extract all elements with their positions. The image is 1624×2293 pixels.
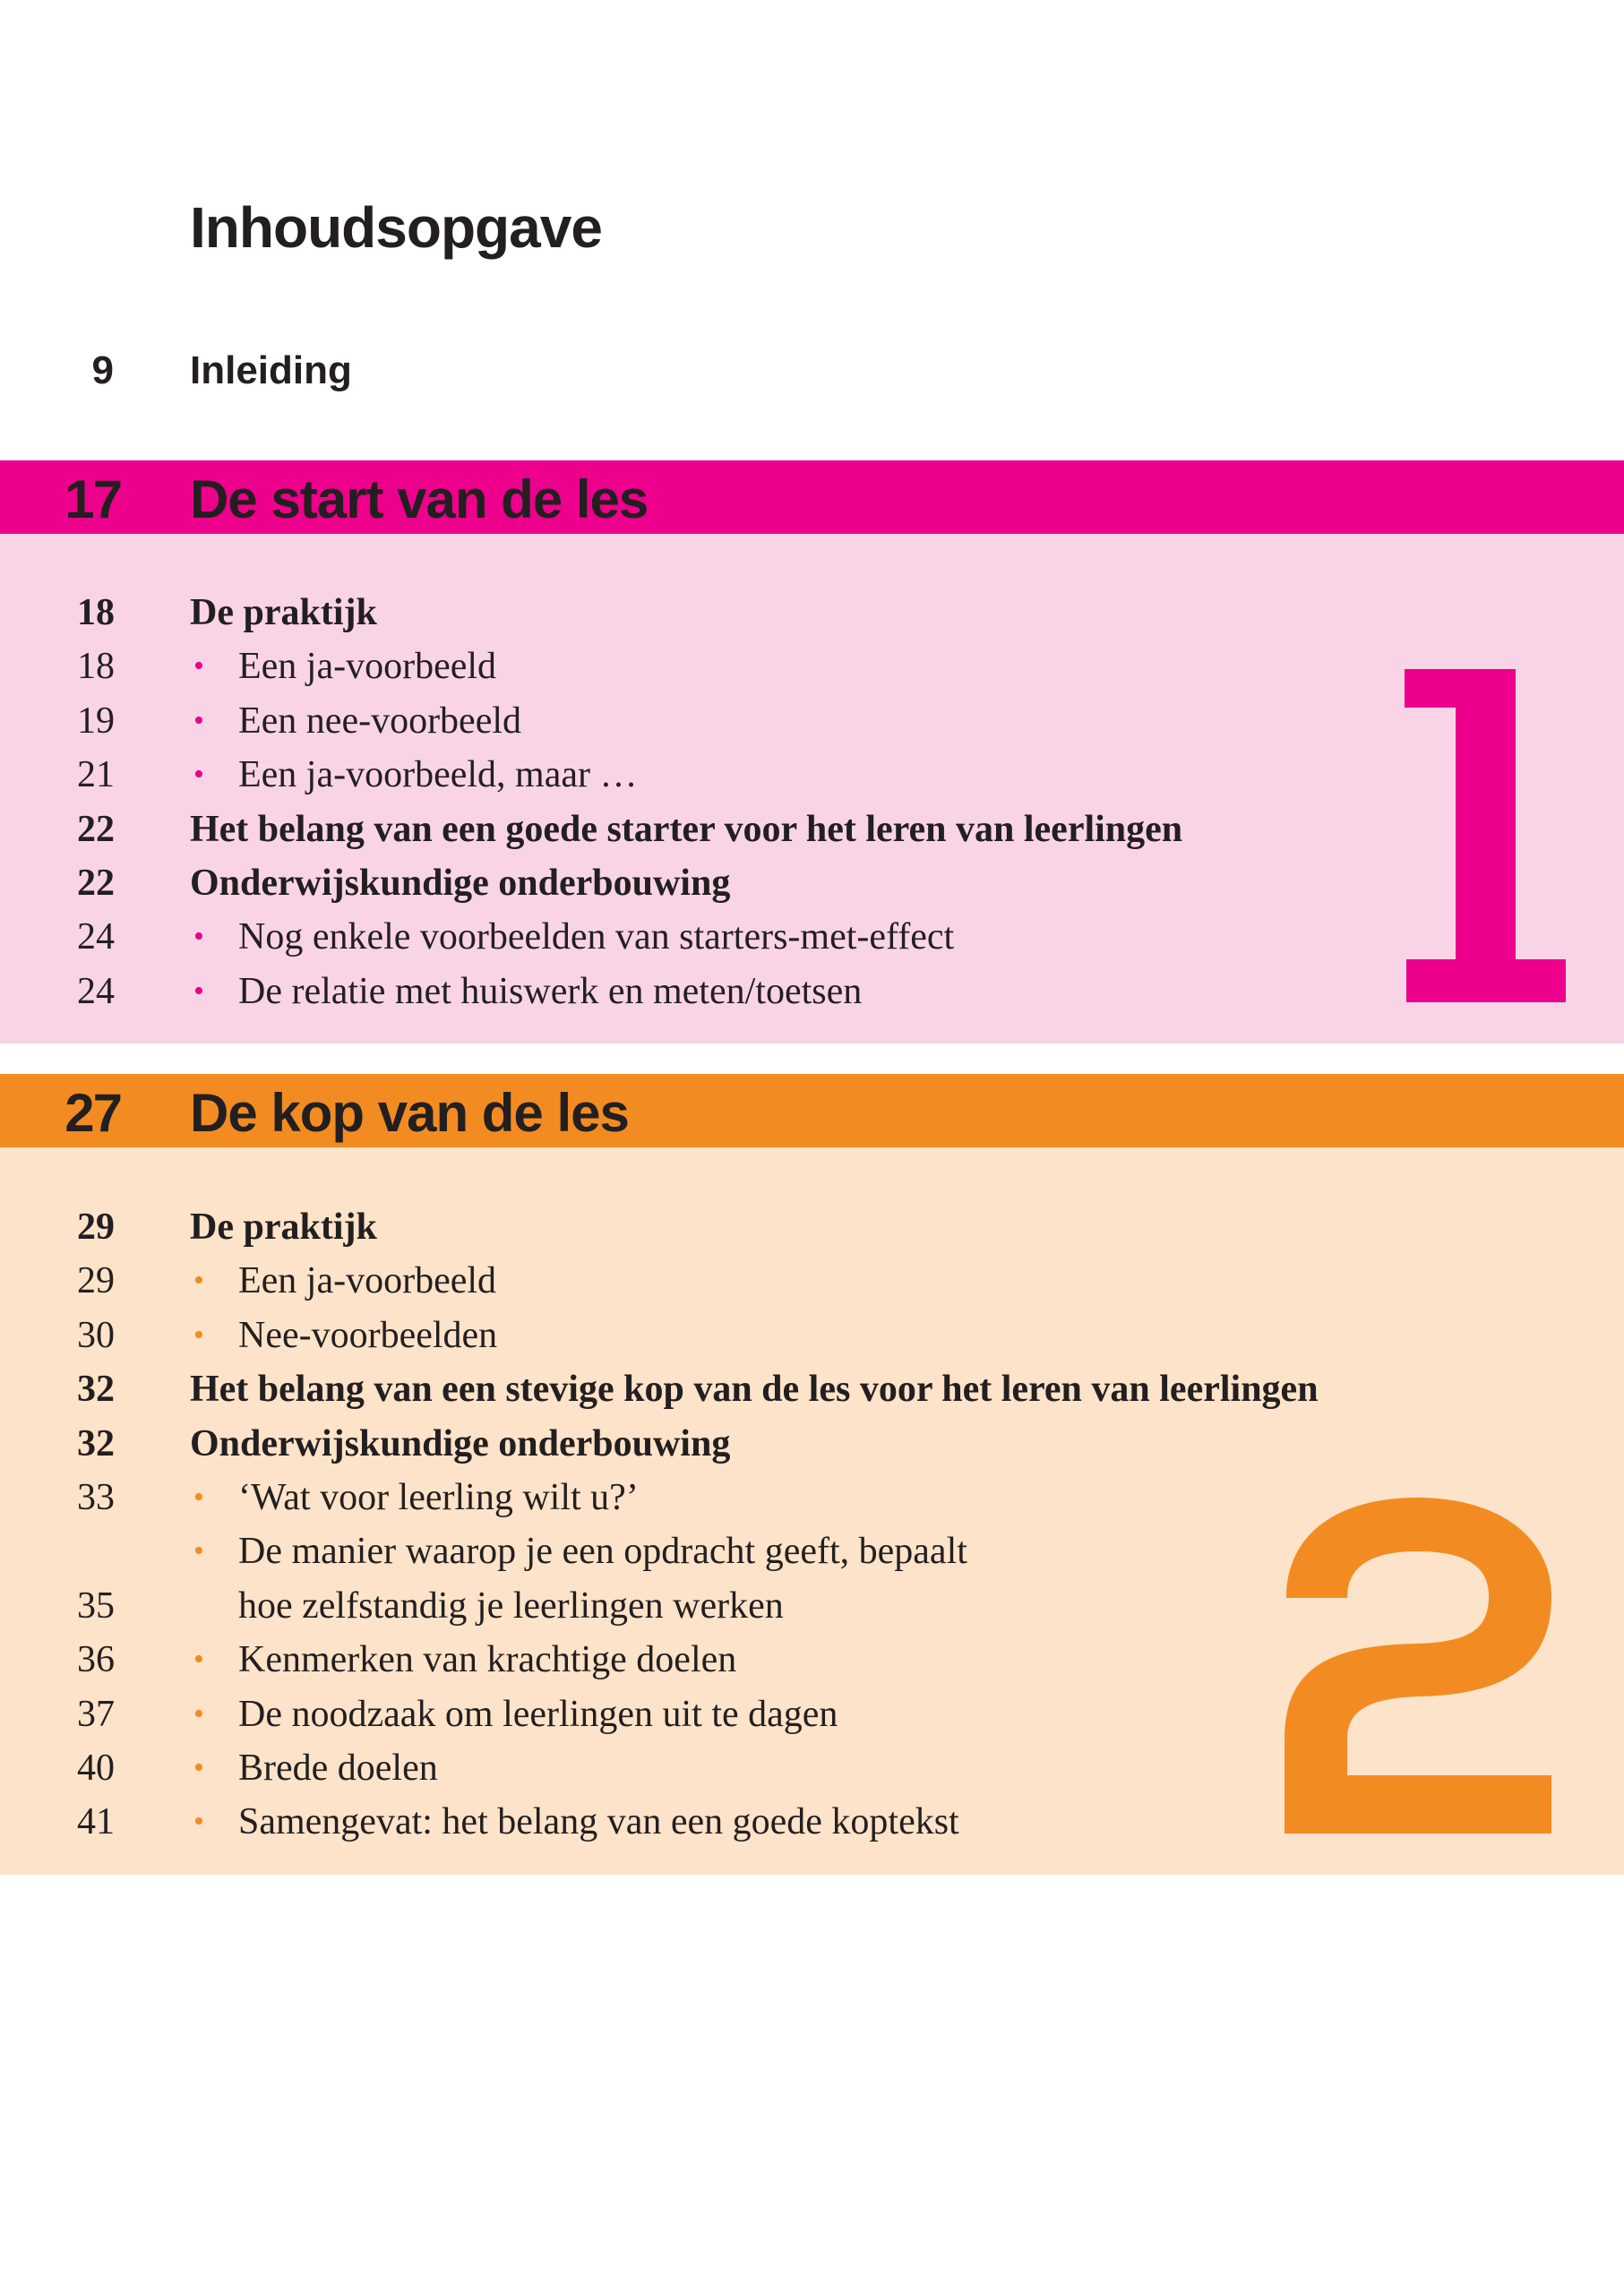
toc-entry[interactable] bbox=[0, 1421, 1624, 1467]
toc-entry[interactable] bbox=[0, 1258, 1624, 1304]
chapter-title: De kop van de les bbox=[190, 1083, 629, 1143]
toc-entry[interactable] bbox=[0, 860, 1624, 906]
toc-entry[interactable] bbox=[0, 1366, 1624, 1413]
toc-entry-label: Kenmerken van krachtige doelen bbox=[238, 1639, 737, 1681]
bullet-icon: • bbox=[193, 1696, 204, 1730]
toc-entry[interactable] bbox=[0, 1636, 1624, 1683]
toc-entry[interactable] bbox=[0, 1204, 1624, 1250]
bullet-icon: • bbox=[193, 758, 204, 792]
toc-entry-label: De praktijk bbox=[190, 592, 377, 633]
toc-entry[interactable] bbox=[0, 698, 1624, 744]
toc-page-number: 24 bbox=[77, 970, 115, 1012]
toc-page-number: 36 bbox=[77, 1639, 115, 1681]
toc-entry[interactable] bbox=[0, 1691, 1624, 1738]
toc-page-number: 22 bbox=[77, 863, 115, 904]
toc-entry[interactable] bbox=[0, 1474, 1624, 1521]
toc-entry-label: Onderwijskundige onderbouwing bbox=[190, 863, 731, 904]
toc-entry-label: Een ja-voorbeeld bbox=[238, 646, 497, 688]
toc-entry-label: Nee-voorbeelden bbox=[238, 1314, 498, 1356]
toc-page-number: 24 bbox=[77, 916, 115, 958]
toc-page-number: 21 bbox=[77, 754, 115, 796]
toc-entry-label: Nog enkele voorbeelden van starters-met-effect bbox=[238, 916, 955, 958]
toc-page-number: 18 bbox=[77, 646, 115, 688]
toc-page-number: 29 bbox=[77, 1207, 115, 1248]
toc-entry[interactable] bbox=[0, 1312, 1624, 1359]
toc-entry-label: Het belang van een stevige kop van de les voor het leren van leerlingen bbox=[190, 1369, 1319, 1411]
toc-page-number: 32 bbox=[77, 1369, 115, 1411]
bullet-icon: • bbox=[193, 1751, 204, 1784]
bullet-icon: • bbox=[193, 649, 204, 683]
bullet-icon: • bbox=[193, 974, 204, 1008]
toc-entry[interactable] bbox=[0, 968, 1624, 1015]
toc-page-number: 22 bbox=[77, 808, 115, 850]
toc-entry-label: Een ja-voorbeeld, maar … bbox=[238, 754, 638, 796]
toc-entry-label: De praktijk bbox=[190, 1207, 377, 1248]
chapter-page-number: 27 bbox=[64, 1083, 121, 1143]
page-title: Inhoudsopgave bbox=[190, 195, 602, 260]
toc-entry-label: Brede doelen bbox=[238, 1748, 438, 1789]
bullet-icon: • bbox=[193, 920, 204, 954]
chapter-1-header[interactable] bbox=[0, 460, 1624, 534]
toc-page-number: 30 bbox=[77, 1314, 115, 1356]
toc-page-number: 9 bbox=[91, 348, 114, 392]
toc-entry[interactable] bbox=[0, 589, 1624, 636]
toc-entry-label: Het belang van een goede starter voor het leren van leerlingen bbox=[190, 808, 1183, 850]
toc-entry[interactable] bbox=[0, 643, 1624, 690]
toc-entry-label: De relatie met huiswerk en meten/toetsen bbox=[238, 970, 863, 1012]
toc-entry-label: Inleiding bbox=[190, 348, 352, 392]
toc-entry[interactable] bbox=[0, 1799, 1624, 1845]
toc-entry[interactable] bbox=[0, 1583, 1624, 1629]
bullet-icon: • bbox=[193, 703, 204, 737]
toc-entry-label: Een ja-voorbeeld bbox=[238, 1260, 497, 1302]
toc-page-number: 33 bbox=[77, 1477, 115, 1518]
toc-page-number: 35 bbox=[77, 1584, 115, 1627]
toc-entry-label: ‘Wat voor leerling wilt u?’ bbox=[238, 1477, 639, 1518]
toc-entry-label: hoe zelfstandig je leerlingen werken bbox=[238, 1584, 784, 1627]
toc-page-number: 32 bbox=[77, 1422, 115, 1464]
chapter-title: De start van de les bbox=[190, 469, 649, 529]
toc-page-number: 29 bbox=[77, 1260, 115, 1302]
bullet-icon: • bbox=[193, 1264, 204, 1298]
toc-entry-label: De noodzaak om leerlingen uit te dagen bbox=[238, 1693, 838, 1735]
bullet-icon: • bbox=[193, 1318, 204, 1352]
toc-entry-label: Samengevat: het belang van een goede koptekst bbox=[238, 1801, 959, 1843]
toc-page-number: 40 bbox=[77, 1748, 115, 1789]
toc-page-number: 19 bbox=[77, 700, 115, 742]
bullet-icon: • bbox=[193, 1481, 204, 1514]
toc-page-number: 18 bbox=[77, 592, 115, 633]
toc-entry[interactable] bbox=[0, 914, 1624, 960]
toc-entry[interactable] bbox=[0, 751, 1624, 798]
chapter-2-header[interactable] bbox=[0, 1074, 1624, 1147]
toc-entry[interactable] bbox=[0, 1528, 1624, 1575]
toc-entry-label: Onderwijskundige onderbouwing bbox=[190, 1422, 731, 1464]
toc-page-number: 37 bbox=[77, 1693, 115, 1735]
bullet-icon: • bbox=[193, 1534, 204, 1568]
chapter-page-number: 17 bbox=[64, 469, 121, 529]
toc-entry-label: De manier waarop je een opdracht geeft, bepaalt bbox=[238, 1531, 967, 1573]
toc-page-number: 41 bbox=[77, 1801, 115, 1843]
toc-entry[interactable] bbox=[0, 1745, 1624, 1791]
toc-entry[interactable] bbox=[0, 806, 1624, 853]
bullet-icon: • bbox=[193, 1643, 204, 1677]
bullet-icon: • bbox=[193, 1805, 204, 1839]
toc-entry-label: Een nee-voorbeeld bbox=[238, 700, 522, 742]
